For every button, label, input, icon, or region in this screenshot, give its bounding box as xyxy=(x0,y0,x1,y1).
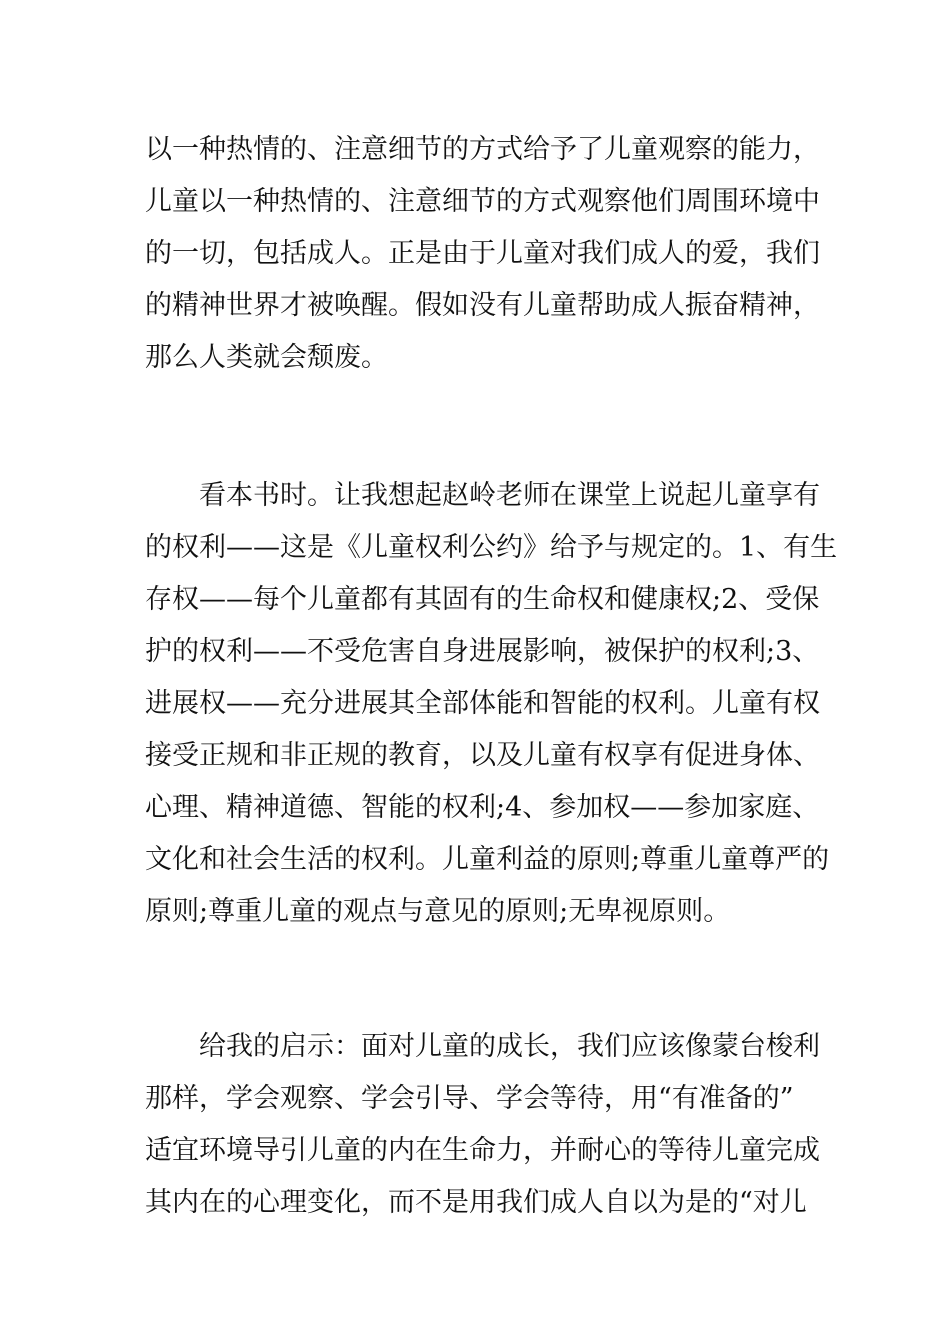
text-line: 那么人类就会颓废。 xyxy=(145,342,388,373)
text-line: 进展权——充分进展其全部体能和智能的权利。儿童有权 xyxy=(145,688,820,719)
text-line: 的一切，包括成人。正是由于儿童对我们成人的爱，我们 xyxy=(145,238,820,269)
text-line: 护的权利——不受危害自身进展影响，被保护的权利;3、 xyxy=(145,636,820,667)
text-line: 以一种热情的、注意细节的方式给予了儿童观察的能力， xyxy=(145,134,820,165)
text-line: 心理、精神道德、智能的权利;4、参加权——参加家庭、 xyxy=(145,792,820,823)
text-line: 存权——每个儿童都有其固有的生命权和健康权;2、受保 xyxy=(145,584,820,615)
text-line: 的权利——这是《儿童权利公约》给予与规定的。1、有生 xyxy=(145,532,838,563)
text-line: 看本书时。让我想起赵岭老师在课堂上说起儿童享有 xyxy=(145,480,820,511)
text-line: 那样，学会观察、学会引导、学会等待，用“有准备的” xyxy=(145,1083,794,1114)
text-line: 文化和社会生活的权利。儿童利益的原则;尊重儿童尊严的 xyxy=(145,844,830,875)
paragraph-1 xyxy=(145,124,820,384)
text-line: 的精神世界才被唤醒。假如没有儿童帮助成人振奋精神， xyxy=(145,290,820,321)
paragraph-3 xyxy=(145,1021,820,1229)
text-line: 给我的启示：面对儿童的成长，我们应该像蒙台梭利 xyxy=(145,1031,820,1062)
text-line: 适宜环境导引儿童的内在生命力，并耐心的等待儿童完成 xyxy=(145,1135,820,1166)
paragraph-2 xyxy=(145,470,838,938)
text-line: 其内在的心理变化，而不是用我们成人自以为是的“对儿 xyxy=(145,1187,807,1218)
text-line: 接受正规和非正规的教育，以及儿童有权享有促进身体、 xyxy=(145,740,820,771)
text-line: 儿童以一种热情的、注意细节的方式观察他们周围环境中 xyxy=(145,186,820,217)
text-line: 原则;尊重儿童的观点与意见的原则;无卑视原则。 xyxy=(145,896,731,927)
